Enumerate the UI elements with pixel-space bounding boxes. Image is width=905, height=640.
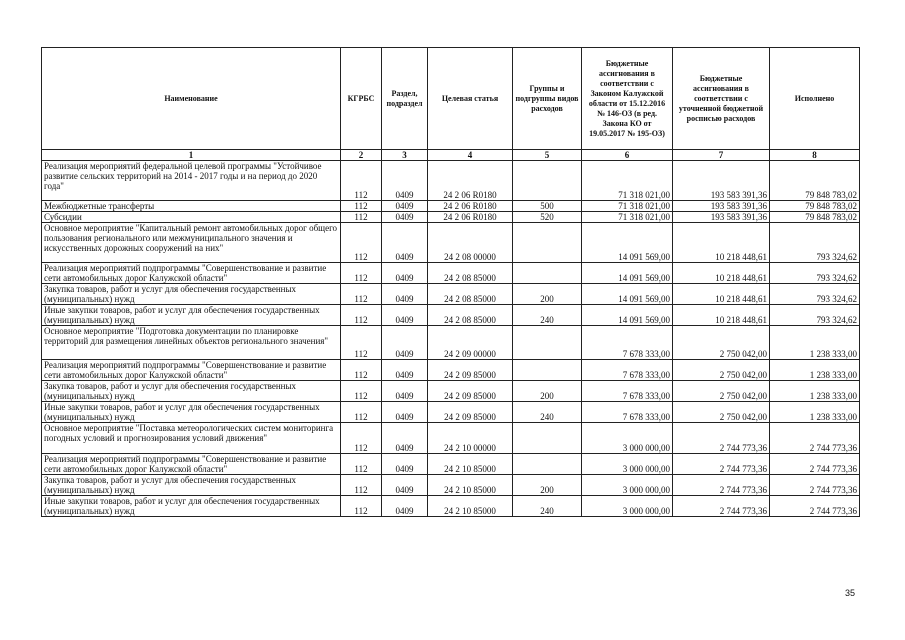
row-refined-amount: 2 750 042,00 bbox=[673, 326, 770, 360]
row-target: 24 2 08 85000 bbox=[428, 263, 513, 284]
row-section: 0409 bbox=[382, 381, 428, 402]
row-group: 240 bbox=[513, 402, 582, 423]
row-group: 520 bbox=[513, 212, 582, 223]
row-name: Субсидии bbox=[42, 212, 341, 223]
table-row bbox=[42, 454, 860, 475]
table-row bbox=[42, 326, 860, 360]
row-name: Основное мероприятие "Поставка метеорологических систем мониторинга погодных условий и прогнозирования условий движения" bbox=[42, 423, 341, 454]
table-row bbox=[42, 305, 860, 326]
row-target: 24 2 10 85000 bbox=[428, 454, 513, 475]
row-name: Закупка товаров, работ и услуг для обеспечения государственных (муниципальных) нужд bbox=[42, 284, 341, 305]
row-law-amount: 3 000 000,00 bbox=[582, 496, 673, 517]
row-kgrbs: 112 bbox=[341, 360, 382, 381]
row-law-amount: 3 000 000,00 bbox=[582, 475, 673, 496]
row-executed-amount: 793 324,62 bbox=[770, 263, 860, 284]
budget-table bbox=[41, 47, 860, 517]
row-law-amount: 7 678 333,00 bbox=[582, 326, 673, 360]
row-refined-amount: 2 750 042,00 bbox=[673, 381, 770, 402]
row-section: 0409 bbox=[382, 454, 428, 475]
row-group: 200 bbox=[513, 475, 582, 496]
row-law-amount: 7 678 333,00 bbox=[582, 360, 673, 381]
table-row bbox=[42, 475, 860, 496]
row-section: 0409 bbox=[382, 360, 428, 381]
row-kgrbs: 112 bbox=[341, 305, 382, 326]
table-row bbox=[42, 360, 860, 381]
row-name: Межбюджетные трансферты bbox=[42, 201, 341, 212]
row-executed-amount: 1 238 333,00 bbox=[770, 402, 860, 423]
column-number: 5 bbox=[513, 150, 582, 161]
row-group bbox=[513, 423, 582, 454]
row-name: Реализация мероприятий подпрограммы "Совершенствование и развитие сети автомобильных дорог Калужской области" bbox=[42, 360, 341, 381]
row-name: Иные закупки товаров, работ и услуг для обеспечения государственных (муниципальных) нужд bbox=[42, 305, 341, 326]
row-name: Иные закупки товаров, работ и услуг для обеспечения государственных (муниципальных) нужд bbox=[42, 496, 341, 517]
row-group bbox=[513, 161, 582, 201]
row-law-amount: 14 091 569,00 bbox=[582, 223, 673, 263]
row-refined-amount: 2 744 773,36 bbox=[673, 475, 770, 496]
row-group: 240 bbox=[513, 305, 582, 326]
row-name: Основное мероприятие "Капитальный ремонт автомобильных дорог общего пользования регионального или межмуниципального значения и искусственных дорожных сооружений на них" bbox=[42, 223, 341, 263]
row-section: 0409 bbox=[382, 263, 428, 284]
row-name: Основное мероприятие "Подготовка документации по планировке территорий для размещения линейных объектов регионального значения" bbox=[42, 326, 341, 360]
row-executed-amount: 2 744 773,36 bbox=[770, 454, 860, 475]
row-target: 24 2 09 00000 bbox=[428, 326, 513, 360]
row-refined-amount: 2 744 773,36 bbox=[673, 454, 770, 475]
row-name: Закупка товаров, работ и услуг для обеспечения государственных (муниципальных) нужд bbox=[42, 475, 341, 496]
row-executed-amount: 79 848 783,02 bbox=[770, 161, 860, 201]
row-group: 200 bbox=[513, 284, 582, 305]
row-law-amount: 14 091 569,00 bbox=[582, 305, 673, 326]
row-refined-amount: 193 583 391,36 bbox=[673, 212, 770, 223]
row-target: 24 2 10 00000 bbox=[428, 423, 513, 454]
row-executed-amount: 79 848 783,02 bbox=[770, 212, 860, 223]
row-refined-amount: 10 218 448,61 bbox=[673, 223, 770, 263]
table-row bbox=[42, 381, 860, 402]
header-section: Раздел, подраздел bbox=[382, 48, 428, 150]
table-row bbox=[42, 402, 860, 423]
row-section: 0409 bbox=[382, 496, 428, 517]
row-executed-amount: 1 238 333,00 bbox=[770, 360, 860, 381]
row-target: 24 2 06 R0180 bbox=[428, 201, 513, 212]
row-name: Реализация мероприятий федеральной целевой программы "Устойчивое развитие сельских территорий на 2014 - 2017 годы и на период до 2020 года" bbox=[42, 161, 341, 201]
table-row bbox=[42, 201, 860, 212]
row-group: 200 bbox=[513, 381, 582, 402]
row-kgrbs: 112 bbox=[341, 201, 382, 212]
row-name: Реализация мероприятий подпрограммы "Совершенствование и развитие сети автомобильных дорог Калужской области" bbox=[42, 263, 341, 284]
column-number: 7 bbox=[673, 150, 770, 161]
row-executed-amount: 79 848 783,02 bbox=[770, 201, 860, 212]
column-number: 1 bbox=[42, 150, 341, 161]
header-target: Целевая статья bbox=[428, 48, 513, 150]
row-refined-amount: 2 750 042,00 bbox=[673, 402, 770, 423]
row-target: 24 2 10 85000 bbox=[428, 496, 513, 517]
row-kgrbs: 112 bbox=[341, 402, 382, 423]
row-kgrbs: 112 bbox=[341, 161, 382, 201]
row-section: 0409 bbox=[382, 402, 428, 423]
header-kgrbs: КГРБС bbox=[341, 48, 382, 150]
row-target: 24 2 08 00000 bbox=[428, 223, 513, 263]
row-law-amount: 14 091 569,00 bbox=[582, 284, 673, 305]
row-law-amount: 7 678 333,00 bbox=[582, 381, 673, 402]
column-number: 3 bbox=[382, 150, 428, 161]
row-target: 24 2 06 R0180 bbox=[428, 161, 513, 201]
row-group: 240 bbox=[513, 496, 582, 517]
row-law-amount: 71 318 021,00 bbox=[582, 212, 673, 223]
table-row bbox=[42, 161, 860, 201]
row-group bbox=[513, 223, 582, 263]
row-refined-amount: 2 750 042,00 bbox=[673, 360, 770, 381]
row-refined-amount: 10 218 448,61 bbox=[673, 284, 770, 305]
column-number: 4 bbox=[428, 150, 513, 161]
table-row bbox=[42, 496, 860, 517]
page-number: 35 bbox=[845, 588, 856, 598]
row-section: 0409 bbox=[382, 284, 428, 305]
row-executed-amount: 2 744 773,36 bbox=[770, 475, 860, 496]
column-number: 6 bbox=[582, 150, 673, 161]
row-refined-amount: 10 218 448,61 bbox=[673, 263, 770, 284]
row-target: 24 2 09 85000 bbox=[428, 381, 513, 402]
row-law-amount: 3 000 000,00 bbox=[582, 423, 673, 454]
row-refined-amount: 10 218 448,61 bbox=[673, 305, 770, 326]
row-section: 0409 bbox=[382, 326, 428, 360]
row-name: Иные закупки товаров, работ и услуг для обеспечения государственных (муниципальных) нужд bbox=[42, 402, 341, 423]
row-kgrbs: 112 bbox=[341, 263, 382, 284]
header-name: Наименование bbox=[42, 48, 341, 150]
header-executed: Исполнено bbox=[770, 48, 860, 150]
row-section: 0409 bbox=[382, 201, 428, 212]
row-section: 0409 bbox=[382, 212, 428, 223]
table-row bbox=[42, 284, 860, 305]
row-target: 24 2 09 85000 bbox=[428, 402, 513, 423]
row-refined-amount: 2 744 773,36 bbox=[673, 423, 770, 454]
row-section: 0409 bbox=[382, 223, 428, 263]
row-section: 0409 bbox=[382, 475, 428, 496]
row-executed-amount: 793 324,62 bbox=[770, 223, 860, 263]
row-name: Закупка товаров, работ и услуг для обеспечения государственных (муниципальных) нужд bbox=[42, 381, 341, 402]
column-number: 8 bbox=[770, 150, 860, 161]
row-refined-amount: 2 744 773,36 bbox=[673, 496, 770, 517]
row-law-amount: 71 318 021,00 bbox=[582, 201, 673, 212]
row-target: 24 2 08 85000 bbox=[428, 284, 513, 305]
table-row bbox=[42, 212, 860, 223]
row-target: 24 2 09 85000 bbox=[428, 360, 513, 381]
row-executed-amount: 1 238 333,00 bbox=[770, 326, 860, 360]
header-refined: Бюджетные ассигнования в соответствии с уточненной бюджетной росписью расходов bbox=[673, 48, 770, 150]
row-name: Реализация мероприятий подпрограммы "Совершенствование и развитие сети автомобильных дорог Калужской области" bbox=[42, 454, 341, 475]
row-kgrbs: 112 bbox=[341, 284, 382, 305]
column-number-row bbox=[42, 150, 860, 161]
row-law-amount: 71 318 021,00 bbox=[582, 161, 673, 201]
row-law-amount: 3 000 000,00 bbox=[582, 454, 673, 475]
column-number: 2 bbox=[341, 150, 382, 161]
row-section: 0409 bbox=[382, 305, 428, 326]
row-refined-amount: 193 583 391,36 bbox=[673, 201, 770, 212]
row-kgrbs: 112 bbox=[341, 454, 382, 475]
row-law-amount: 7 678 333,00 bbox=[582, 402, 673, 423]
row-target: 24 2 10 85000 bbox=[428, 475, 513, 496]
row-executed-amount: 2 744 773,36 bbox=[770, 496, 860, 517]
row-target: 24 2 08 85000 bbox=[428, 305, 513, 326]
row-kgrbs: 112 bbox=[341, 212, 382, 223]
row-kgrbs: 112 bbox=[341, 223, 382, 263]
table-row bbox=[42, 223, 860, 263]
row-target: 24 2 06 R0180 bbox=[428, 212, 513, 223]
row-refined-amount: 193 583 391,36 bbox=[673, 161, 770, 201]
header-law: Бюджетные ассигнования в соответствии с Законом Калужской области от 15.12.2016 № 146-ОЗ (в ред. Закона КО от 19.05.2017 № 195-ОЗ) bbox=[582, 48, 673, 150]
row-kgrbs: 112 bbox=[341, 381, 382, 402]
row-executed-amount: 2 744 773,36 bbox=[770, 423, 860, 454]
table-row bbox=[42, 263, 860, 284]
row-executed-amount: 1 238 333,00 bbox=[770, 381, 860, 402]
row-section: 0409 bbox=[382, 161, 428, 201]
row-group bbox=[513, 360, 582, 381]
row-kgrbs: 112 bbox=[341, 326, 382, 360]
header-groups: Группы и подгруппы видов расходов bbox=[513, 48, 582, 150]
row-group bbox=[513, 263, 582, 284]
row-kgrbs: 112 bbox=[341, 475, 382, 496]
row-kgrbs: 112 bbox=[341, 496, 382, 517]
row-executed-amount: 793 324,62 bbox=[770, 284, 860, 305]
table-row bbox=[42, 423, 860, 454]
row-group bbox=[513, 326, 582, 360]
row-kgrbs: 112 bbox=[341, 423, 382, 454]
header-row bbox=[42, 48, 860, 150]
row-executed-amount: 793 324,62 bbox=[770, 305, 860, 326]
row-group bbox=[513, 454, 582, 475]
row-group: 500 bbox=[513, 201, 582, 212]
row-law-amount: 14 091 569,00 bbox=[582, 263, 673, 284]
row-section: 0409 bbox=[382, 423, 428, 454]
